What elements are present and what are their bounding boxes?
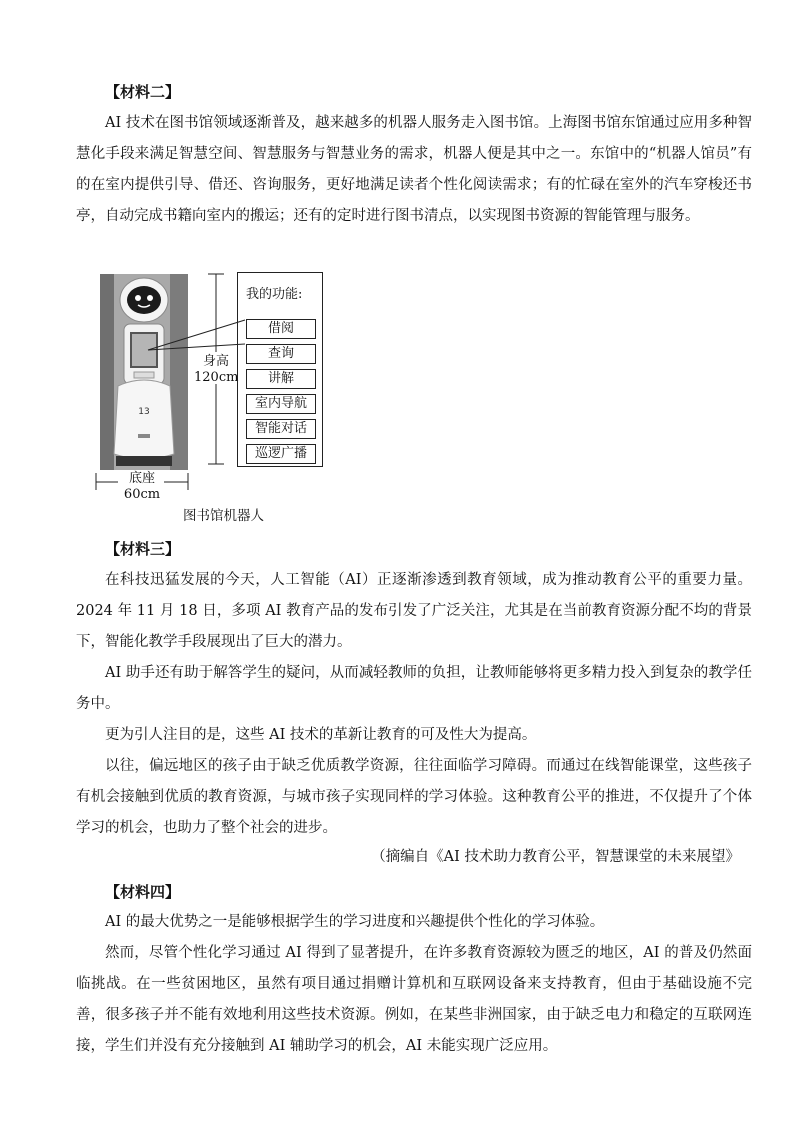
material4-heading: 【材料四】 (105, 883, 181, 901)
height-label-text: 身高 (202, 354, 229, 369)
height-label (194, 354, 238, 386)
base-value-text: 60cm (123, 487, 161, 502)
material3-paragraph: 更为引人注目的是，这些 AI 技术的革新让教育的可及性大为提高。 (105, 727, 537, 743)
material3-heading: 【材料三】 (105, 540, 181, 558)
height-value-text: 120cm (194, 370, 239, 385)
material2-heading: 【材料二】 (105, 83, 181, 101)
function-item: 讲解 (246, 369, 316, 389)
material3-paragraph: 在科技迅猛发展的今天，人工智能（AI）正逐渐渗透到教育领域，成为推动教育公平的重要力量。2024 年 11 月 18 日，多项 AI 教育产品的发布引发了广泛关注，尤其是在当前教育资源分配不均的背景下，智能化教学手段展现出了巨大的潜力。 (76, 572, 752, 650)
material3-paragraph: 以往，偏远地区的孩子由于缺乏优质教学资源，往往面临学习障碍。而通过在线智能课堂，这些孩子有机会接触到优质的教育资源，与城市孩子实现同样的学习体验。这种教育公平的推进，不仅提升了个体学习的机会，也助力了整个社会的进步。 (76, 758, 752, 836)
function-item: 查询 (246, 344, 316, 364)
svg-text:13: 13 (138, 407, 150, 417)
source-citation: （摘编自《AI 技术助力教育公平，智慧课堂的未来展望》 (371, 849, 740, 865)
material3-paragraph: AI 助手还有助于解答学生的疑问，从而减轻教师的负担，让教师能够将更多精力投入到复杂的教学任务中。 (76, 665, 752, 712)
function-item: 借阅 (246, 319, 316, 339)
material2-paragraph: AI 技术在图书馆领域逐渐普及，越来越多的机器人服务走入图书馆。上海图书馆东馆通过应用多种智慧化手段来满足智慧空间、智慧服务与智慧业务的需求，机器人便是其中之一。东馆中的“机器人馆员”有的在室内提供引导、借还、咨询服务，更好地满足读者个性化阅读需求；有的忙碌在室外的汽车穿梭还书亭，自动完成书籍向室内的搬运；还有的定时进行图书清点，以实现图书资源的智能管理与服务。 (76, 115, 752, 224)
material4-paragraph: 然而，尽管个性化学习通过 AI 得到了显著提升，在许多教育资源较为匮乏的地区，AI 的普及仍然面临挑战。在一些贫困地区，虽然有项目通过捐赠计算机和互联网设备来支持教育，但由于基础设施不完善，很多孩子并不能有效地利用这些技术资源。例如，在某些非洲国家，由于缺乏电力和稳定的互联网连接，学生们并没有充分接触到 AI 辅助学习的机会，AI 未能实现广泛应用。 (76, 945, 752, 1054)
function-item: 室内导航 (246, 394, 316, 414)
function-item: 巡逻广播 (246, 444, 316, 464)
function-item: 智能对话 (246, 419, 316, 439)
material4-paragraph: AI 的最大优势之一是能够根据学生的学习进度和兴趣提供个性化的学习体验。 (105, 914, 605, 930)
base-label (120, 471, 164, 503)
functions-title: 我的功能: (246, 287, 303, 302)
base-label-text: 底座 (128, 471, 155, 486)
functions-box (237, 272, 323, 467)
robot-figure (90, 268, 340, 508)
figure-caption: 图书馆机器人 (183, 508, 264, 524)
